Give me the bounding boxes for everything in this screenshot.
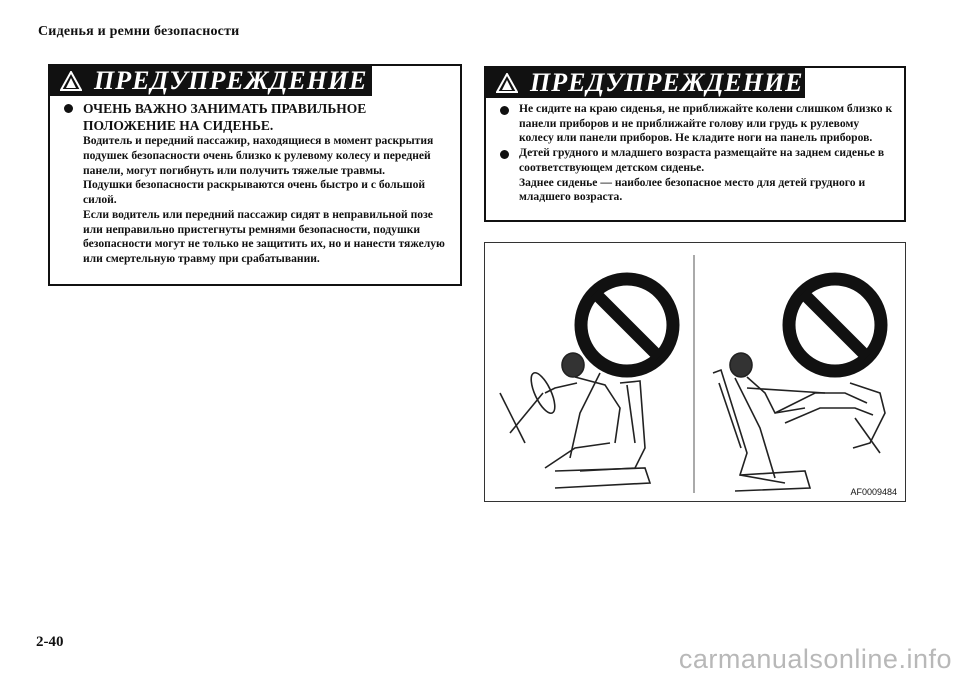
bullet-text: Детей грудного и младшего возраста размещайте на заднем сиденье в соответствующем детском сиденье. xyxy=(519,146,885,174)
watermark: carmanualsonline.info xyxy=(678,644,952,674)
bullet-text: Не сидите на краю сиденья, не приближайте колени слишком близко к панели приборов и не приближайте голову или грудь к рулевому колесу или панели приборов. Не кладите ноги на панель приборов. xyxy=(519,102,893,145)
illustration-panel xyxy=(484,242,906,502)
warning-header xyxy=(50,66,372,96)
warning-paragraph: Подушки безопасности раскрываются очень быстро и с большой силой. xyxy=(83,178,426,207)
section-title: Сиденья и ремни безопасности xyxy=(38,24,240,39)
warning-body xyxy=(486,98,904,205)
passenger-feet-on-dash-icon xyxy=(713,353,885,491)
prohibited-sign-icon xyxy=(789,279,881,371)
warning-box-right xyxy=(484,66,906,222)
page-number: 2-40 xyxy=(36,634,64,650)
bullet-dot-icon xyxy=(64,104,73,113)
warning-paragraph: Водитель и передний пассажир, находящиеся в момент раскрытия подушек безопасности очень близко к рулевому колесу и передней панели, могут погибнуть или получить тяжелые травмы. xyxy=(83,134,434,177)
bullet-dot-icon xyxy=(500,150,509,159)
bullet-item xyxy=(500,102,894,146)
bullet-item xyxy=(500,146,894,175)
warning-title: ПРЕДУПРЕЖДЕНИЕ xyxy=(94,66,368,95)
warning-triangle-icon xyxy=(496,73,518,93)
bullet-item xyxy=(64,100,450,267)
warning-body xyxy=(50,96,460,267)
warning-header xyxy=(486,68,805,98)
bullet-dot-icon xyxy=(500,106,509,115)
figure-code: AF0009484 xyxy=(850,487,897,497)
seating-illustration xyxy=(485,243,905,501)
bullet-continuation: Заднее сиденье — наиболее безопасное место для детей грудного и младшего возраста. xyxy=(519,175,866,204)
prohibited-sign-icon xyxy=(581,279,673,371)
warning-triangle-icon xyxy=(60,71,82,91)
warning-title: ПРЕДУПРЕЖДЕНИЕ xyxy=(530,68,804,97)
warning-paragraph: Если водитель или передний пассажир сидят в неправильной позе или неправильно пристегнуты ремнями безопасности, подушки безопасности могут не только не защитить их, но и нанести тяжелую или смертельную травму при срабатывании. xyxy=(83,207,445,266)
warning-box-left xyxy=(48,64,462,286)
bullet-heading-line1: ОЧЕНЬ ВАЖНО ЗАНИМАТЬ ПРАВИЛЬНОЕ xyxy=(83,101,367,116)
bullet-heading-line2: ПОЛОЖЕНИЕ НА СИДЕНЬЕ. xyxy=(83,118,274,134)
